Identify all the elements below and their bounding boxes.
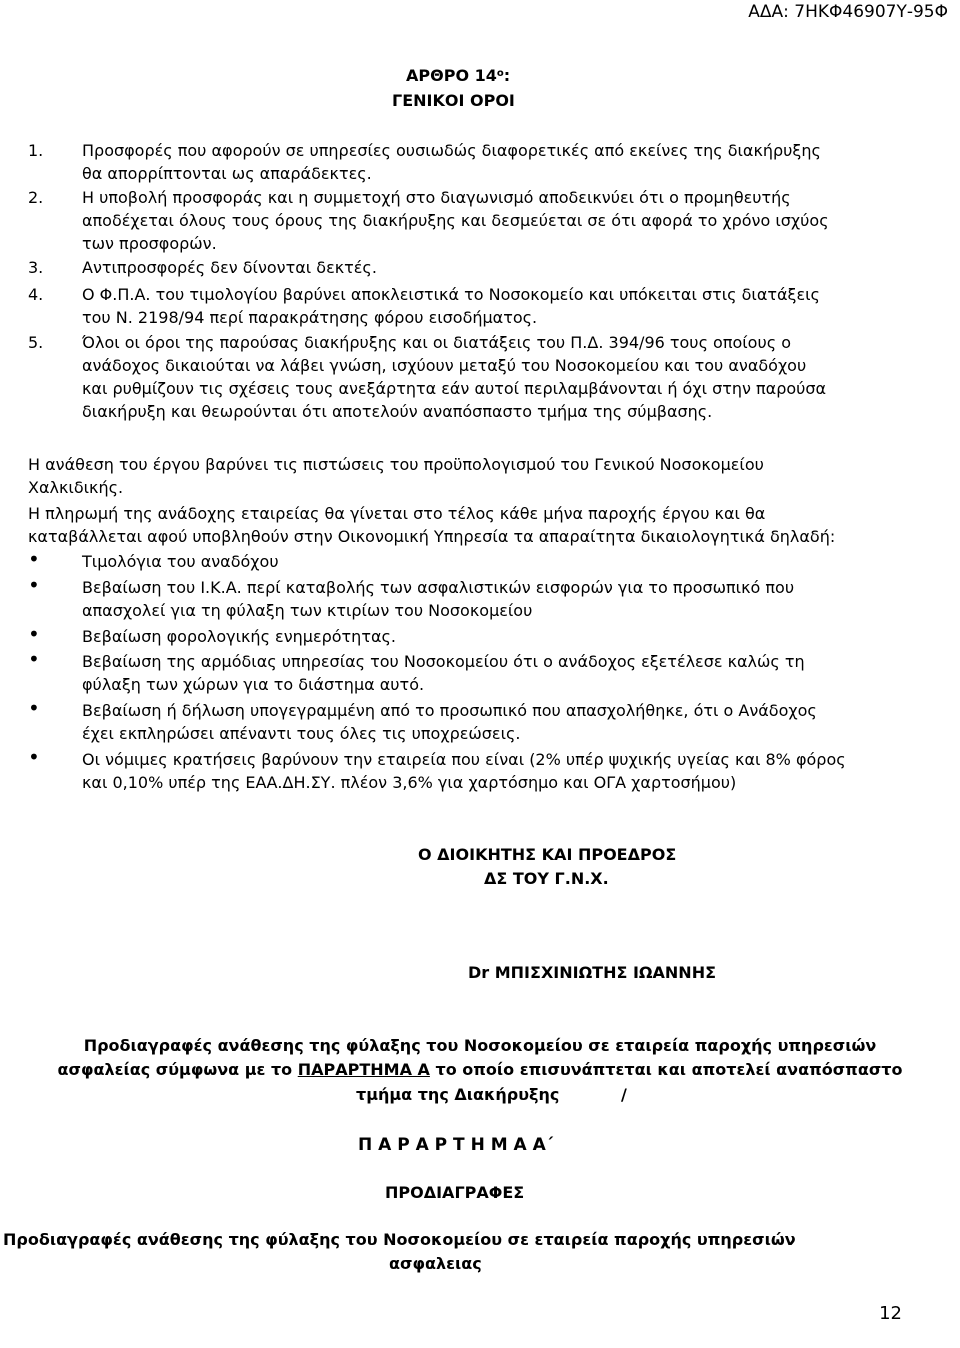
bullet-icon: • (28, 647, 40, 671)
paragraph-payment-line: καταβάλλεται αφού υποβληθούν στην Οικονομική Υπηρεσία τα απαραίτητα δικαιολογητικά δηλαδή: (28, 527, 836, 546)
spec-line2-prefix: ασφαλείας σύμφωνα με το (57, 1060, 298, 1079)
ada-code: ΑΔΑ: 7ΗΚΦ46907Υ-95Φ (748, 2, 948, 22)
spec-line3-slash: / (621, 1085, 627, 1104)
bullet-line: Οι νόμιμες κρατήσεις βαρύνουν την εταιρεία που είναι (2% υπέρ ψυχικής υγείας και 8% φόρος (82, 750, 846, 769)
spec-line2-suffix: το οποίο επισυνάπτεται και αποτελεί αναπόσπαστο (429, 1060, 903, 1079)
term-line: θα απορρίπτονται ως απαράδεκτες. (82, 164, 372, 183)
paragraph-funding-line: Χαλκιδικής. (28, 478, 124, 497)
signature-role-line2: ΔΣ ΤΟΥ Γ.Ν.Χ. (484, 869, 609, 888)
bullet-line: Βεβαίωση ή δήλωση υπογεγραμμένη από το προσωπικό που απασχολήθηκε, ότι ο Ανάδοχος (82, 701, 817, 720)
bullet-line: έχει εκπληρώσει απέναντι τους όλες τις υποχρεώσεις. (82, 724, 521, 743)
term-number: 3. (28, 258, 44, 277)
page-number: 12 (879, 1303, 902, 1324)
bullet-icon: • (28, 745, 40, 769)
term-number: 5. (28, 333, 44, 352)
term-number: 4. (28, 285, 44, 304)
bullet-line: φύλαξη των χώρων για το διάστημα αυτό. (82, 675, 425, 694)
article-subtitle: ΓΕΝΙΚΟΙ ΟΡΟΙ (392, 91, 515, 110)
annex-reference-link[interactable]: ΠΑΡΑΡΤΗΜΑ Α (297, 1060, 430, 1079)
annex-spec-line2: ασφαλειας (389, 1254, 482, 1273)
bullet-line: και 0,10% υπέρ της ΕΑΑ.ΔΗ.ΣΥ. πλέον 3,6% για χαρτόσημο και ΟΓΑ χαρτοσήμου) (82, 773, 737, 792)
term-line: του Ν. 2198/94 περί παρακράτησης φόρου εισοδήματος. (82, 308, 538, 327)
term-number: 1. (28, 141, 44, 160)
bullet-line: Βεβαίωση φορολογικής ενημερότητας. (82, 627, 396, 646)
article-title-number: 14 (474, 66, 497, 85)
bullet-icon: • (28, 573, 40, 597)
annex-subtitle: ΠΡΟΔΙΑΓΡΑΦΕΣ (385, 1183, 525, 1202)
signature-name: Dr ΜΠΙΣΧΙΝΙΩΤΗΣ ΙΩΑΝΝΗΣ (468, 963, 717, 982)
article-title (406, 66, 510, 85)
term-line: Αντιπροσφορές δεν δίνονται δεκτές. (82, 258, 377, 277)
bullet-line: Βεβαίωση του Ι.Κ.Α. περί καταβολής των ασφαλιστικών εισφορών για το προσωπικό που (82, 578, 795, 597)
bullet-icon: • (28, 547, 40, 571)
bullet-icon: • (28, 696, 40, 720)
term-line: Όλοι οι όροι της παρούσας διακήρυξης και οι διατάξεις του Π.Δ. 394/96 τους οποίους ο (82, 333, 791, 352)
term-line: Ο Φ.Π.Α. του τιμολογίου βαρύνει αποκλειστικά το Νοσοκομείο και υπόκειται στις διατάξεις (82, 285, 820, 304)
term-line: διακήρυξη και θεωρούνται ότι αποτελούν αναπόσπαστο τμήμα της σύμβασης. (82, 402, 713, 421)
bullet-line: Βεβαίωση της αρμόδιας υπηρεσίας του Νοσοκομείου ότι ο ανάδοχος εξετέλεσε καλώς τη (82, 652, 805, 671)
article-title-superscript: ο (496, 68, 504, 79)
paragraph-funding-line: Η ανάθεση του έργου βαρύνει τις πιστώσεις του προϋπολογισμού του Γενικού Νοσοκομείου (28, 455, 764, 474)
spec-line1: Προδιαγραφές ανάθεσης της φύλαξης του Νοσοκομείου σε εταιρεία παροχής υπηρεσιών (83, 1036, 877, 1055)
spec-line3: τμήμα της Διακήρυξης (356, 1085, 560, 1104)
bullet-line: απασχολεί για τη φύλαξη των κτιρίων του Νοσοκομείου (82, 601, 533, 620)
term-line: ανάδοχος δικαιούται να λάβει γνώση, ισχύουν μεταξύ του Νοσοκομείου και του αναδόχου (82, 356, 807, 375)
annex-spec-line1: Προδιαγραφές ανάθεσης της φύλαξης του Νοσοκομείου σε εταιρεία παροχής υπηρεσιών (3, 1230, 796, 1249)
bullet-icon: • (28, 622, 40, 646)
term-line: αποδέχεται όλους τους όρους της διακήρυξης και δεσμεύεται σε ότι αφορά το χρόνο ισχύος (82, 211, 829, 230)
signature-role-line1: Ο ΔΙΟΙΚΗΤΗΣ ΚΑΙ ΠΡΟΕΔΡΟΣ (418, 845, 677, 864)
term-line: και ρυθμίζουν τις σχέσεις τους ανεξάρτητα εάν αυτοί περιλαμβάνονται ή όχι στην παρούσα (82, 379, 827, 398)
term-number: 2. (28, 188, 44, 207)
term-line: Η υποβολή προσφοράς και η συμμετοχή στο διαγωνισμό αποδεικνύει ότι ο προμηθευτής (82, 188, 791, 207)
paragraph-payment-line: Η πληρωμή της ανάδοχης εταιρείας θα γίνεται στο τέλος κάθε μήνα παροχής έργου και θα (28, 504, 766, 523)
term-line: των προσφορών. (82, 234, 217, 253)
article-title-word: ΑΡΘΡΟ (406, 66, 470, 85)
bullet-line: Τιμολόγια του αναδόχου (82, 552, 279, 571)
spec-line2 (0, 1060, 960, 1079)
annex-title: Π Α Ρ Α Ρ Τ Η Μ Α Α΄ (358, 1135, 554, 1155)
term-line: Προσφορές που αφορούν σε υπηρεσίες ουσιωδώς διαφορετικές από εκείνες της διακήρυξης (82, 141, 821, 160)
article-title-colon: : (503, 66, 511, 85)
